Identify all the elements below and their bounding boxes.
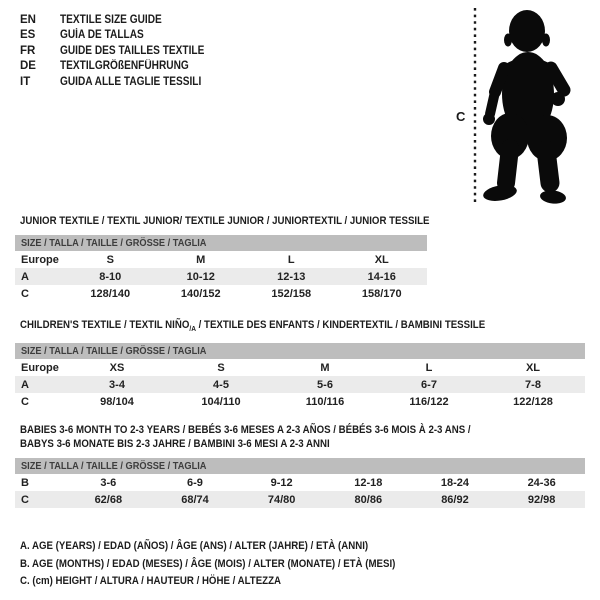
legend-line-c: C. (cm) HEIGHT / ALTURA / HAUTEUR / HÖHE / ALTEZZA <box>20 575 282 587</box>
size-cell: 116/122 <box>409 395 449 408</box>
row-label: Europe <box>21 361 59 374</box>
row-label: Europe <box>21 253 59 266</box>
section-title <box>20 318 585 336</box>
size-cell: 158/170 <box>361 287 402 300</box>
table-row <box>15 251 427 268</box>
size-cell: 5-6 <box>273 376 377 393</box>
size-header-row <box>15 235 427 251</box>
size-cell: L <box>287 253 295 266</box>
section-title <box>20 214 430 228</box>
size-cell: XL <box>374 253 389 266</box>
row-label: C <box>21 287 29 300</box>
guide-title: TEXTILGRÖßENFÜHRUNG <box>60 60 189 73</box>
size-cell: 24-36 <box>527 476 556 489</box>
language-code: FR <box>20 44 36 57</box>
size-cell: 4-5 <box>169 376 273 393</box>
size-cell: 12-13 <box>246 268 337 285</box>
table-row <box>15 376 585 393</box>
section-title-line: CHILDREN'S TEXTILE / TEXTIL $NIÑO_{/A}$ / TEXTILE DES ENFANTS / KINDERTEXTIL / BAMBINI TESSILE <box>20 319 486 334</box>
language-row <box>20 74 224 90</box>
language-row <box>20 28 224 44</box>
guide-title: GUIDE DES TAILLES TEXTILE <box>60 44 205 57</box>
language-row <box>20 12 224 28</box>
language-code: IT <box>20 75 31 88</box>
guide-title: GUÍA DE TALLAS <box>60 29 144 42</box>
size-header-cell: SIZE / TALLA / TAILLE / GRÖSSE / TAGLIA <box>15 458 585 474</box>
size-cell: 98/104 <box>100 395 134 408</box>
size-cell: XS <box>109 361 125 374</box>
language-code: DE <box>20 60 36 73</box>
size-cell: 74/80 <box>238 491 325 508</box>
section-title-line: BABYS 3-6 MONATE BIS 2-3 JAHRE / BAMBINI 3-6 MESI A 2-3 ANNI <box>20 438 330 450</box>
size-cell: 104/110 <box>201 395 241 408</box>
size-cell: 7-8 <box>481 376 585 393</box>
size-cell: 92/98 <box>498 491 585 508</box>
baby-figure <box>448 0 588 210</box>
table-row <box>15 474 585 491</box>
language-code: ES <box>20 29 36 42</box>
size-cell: 12-18 <box>354 476 383 489</box>
size-cell: 6-7 <box>377 376 481 393</box>
size-cell: 3-6 <box>100 476 117 489</box>
size-header-row <box>15 458 585 474</box>
guide-title: TEXTILE SIZE GUIDE <box>60 13 162 26</box>
section-babies-textile <box>15 423 585 508</box>
toddler-silhouette-icon <box>482 10 567 205</box>
size-header-cell: SIZE / TALLA / TAILLE / GRÖSSE / TAGLIA <box>15 343 585 359</box>
size-cell: 10-12 <box>156 268 247 285</box>
size-cell: 68/74 <box>152 491 239 508</box>
size-table <box>15 235 427 302</box>
size-cell: XL <box>525 361 541 374</box>
row-label: B <box>21 476 29 489</box>
size-cell: 6-9 <box>187 476 203 489</box>
size-cell: 86/92 <box>412 491 499 508</box>
language-code: EN <box>20 13 36 26</box>
size-cell: S <box>217 361 225 374</box>
legend-line-b: B. AGE (MONTHS) / EDAD (MESES) / ÂGE (MOIS) / ALTER (MONATE) / ETÀ (MESI) <box>20 557 396 570</box>
size-cell: S <box>106 253 114 266</box>
height-measure-label: C <box>456 109 466 124</box>
language-row <box>20 43 224 59</box>
row-label: C <box>15 491 65 508</box>
table-row <box>15 393 585 410</box>
row-label: A <box>15 376 65 393</box>
size-cell: 140/152 <box>180 287 221 300</box>
section-title-line: BABIES 3-6 MONTH TO 2-3 YEARS / BEBÉS 3-6 MESES A 2-3 AÑOS / BÉBÉS 3-6 MOIS À 2-3 ANS / <box>20 424 471 436</box>
measure-legend <box>20 538 447 591</box>
section-children-textile <box>15 318 585 410</box>
size-cell: 3-4 <box>65 376 169 393</box>
language-row <box>20 59 224 75</box>
size-cell: 62/68 <box>65 491 152 508</box>
guide-title: GUIDA ALLE TAGLIE TESSILI <box>60 75 202 88</box>
row-label: A <box>15 268 65 285</box>
size-cell: 18-24 <box>440 476 470 489</box>
size-cell: 152/158 <box>271 287 312 300</box>
size-cell: 8-10 <box>65 268 156 285</box>
size-cell: M <box>320 361 330 374</box>
size-header-cell: SIZE / TALLA / TAILLE / GRÖSSE / TAGLIA <box>15 235 427 251</box>
baby-silhouette-graphic <box>448 0 588 210</box>
size-table <box>15 343 585 410</box>
size-cell: L <box>425 361 433 374</box>
size-cell: 80/86 <box>325 491 412 508</box>
size-header-row <box>15 343 585 359</box>
size-cell: 9-12 <box>270 476 293 489</box>
table-row <box>15 491 585 508</box>
size-cell: 14-16 <box>337 268 428 285</box>
size-cell: M <box>196 253 206 266</box>
section-title-line: JUNIOR TEXTILE / TEXTIL JUNIOR/ TEXTILE JUNIOR / JUNIORTEXTIL / JUNIOR TESSILE <box>20 215 430 227</box>
size-table <box>15 458 585 508</box>
language-title-list <box>20 12 224 90</box>
size-cell: 110/116 <box>305 395 345 408</box>
size-cell: 128/140 <box>90 287 131 300</box>
size-cell: 122/128 <box>513 395 553 408</box>
section-junior-textile <box>15 214 430 302</box>
legend-line-a: A. AGE (YEARS) / EDAD (AÑOS) / ÂGE (ANS) / ALTER (JAHRE) / ETÀ (ANNI) <box>20 540 369 552</box>
row-label: C <box>21 395 29 408</box>
table-row <box>15 268 427 285</box>
table-row <box>15 285 427 302</box>
table-row <box>15 359 585 376</box>
section-title <box>20 423 585 451</box>
